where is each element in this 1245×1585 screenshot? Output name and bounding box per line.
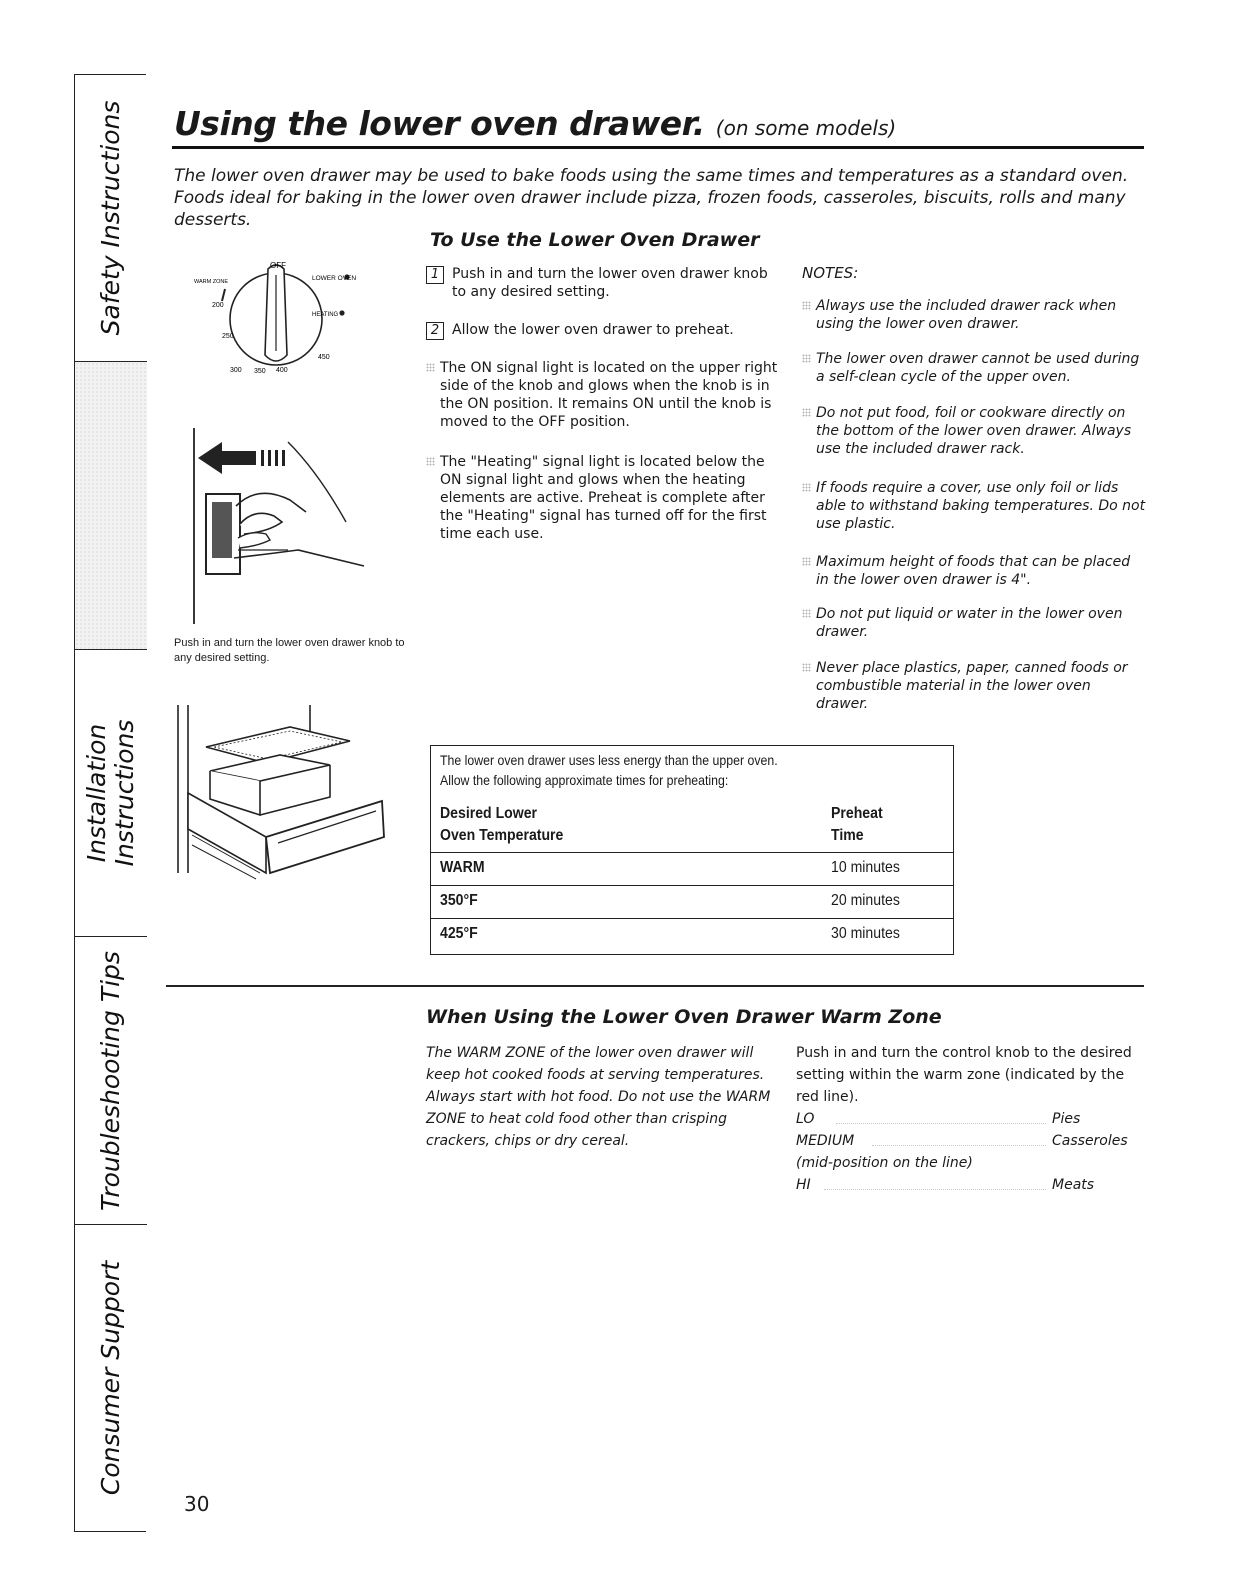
tab-installation-instructions[interactable] xyxy=(75,650,147,937)
dot-leader xyxy=(872,1145,1046,1146)
note-text: Always use the included drawer rack when using the lower oven drawer. xyxy=(816,298,1117,332)
preheat-table xyxy=(430,745,954,955)
section-divider xyxy=(166,985,1144,987)
note-text: Do not put liquid or water in the lower oven drawer. xyxy=(816,606,1123,640)
preheat-col1-header-line1: Desired Lower xyxy=(440,805,538,822)
bullet-marker xyxy=(802,408,811,417)
note-text: The lower oven drawer cannot be used during a self-clean cycle of the upper oven. xyxy=(816,351,1140,385)
setting-food: Casseroles xyxy=(1052,1133,1128,1149)
dot-leader xyxy=(836,1123,1046,1124)
drawer-rack-illustration xyxy=(170,705,400,885)
preheat-temp: 350°F xyxy=(440,892,478,909)
note-text: Do not put food, foil or cookware directly on the bottom of the lower oven drawer. Always use the included drawer rack. xyxy=(816,405,1132,457)
bullet-marker xyxy=(426,457,435,466)
note-text: If foods require a cover, use only foil or lids able to withstand baking temperatures. Do not use plastic. xyxy=(816,480,1146,532)
info-bullet xyxy=(426,453,782,543)
preheat-time: 20 minutes xyxy=(831,892,900,909)
info-bullet xyxy=(426,359,782,431)
step-number: 1 xyxy=(426,266,444,284)
note-item xyxy=(802,404,1147,458)
preheat-lead-1: The lower oven drawer uses less energy than the upper oven. xyxy=(440,752,778,768)
note-text: Maximum height of foods that can be placed in the lower oven drawer is 4". xyxy=(816,554,1131,588)
bullet-text: The ON signal light is located on the upper right side of the knob and glows when the knob is in the ON position. It remains ON until the knob is moved to the OFF position. xyxy=(440,360,778,430)
warm-zone-intro: Push in and turn the control knob to the desired setting within the warm zone (indicated by the red line). xyxy=(796,1045,1132,1105)
note-item xyxy=(802,553,1147,589)
page-subtitle: (on some models) xyxy=(715,116,897,140)
preheat-temp: 425°F xyxy=(440,925,478,942)
preheat-row xyxy=(431,885,953,918)
dot-leader xyxy=(824,1189,1046,1190)
knob-label-350: 350 xyxy=(254,368,266,375)
note-item xyxy=(802,479,1147,533)
setting-name: LO xyxy=(796,1111,815,1127)
note-item xyxy=(802,659,1147,713)
preheat-lead-2: Allow the following approximate times for preheating: xyxy=(440,772,729,788)
step-text: Allow the lower oven drawer to preheat. xyxy=(452,322,734,338)
bullet-marker xyxy=(802,354,811,363)
preheat-time: 10 minutes xyxy=(831,859,900,876)
note-text: Never place plastics, paper, canned foods or combustible material in the lower oven drawer. xyxy=(816,660,1128,712)
setting-food: Meats xyxy=(1052,1177,1095,1193)
setting-name: MEDIUM xyxy=(796,1133,855,1149)
note-item xyxy=(802,605,1147,641)
tab-troubleshooting-tips[interactable] xyxy=(75,937,147,1225)
setting-food: Pies xyxy=(1052,1111,1081,1127)
knob-label-lower-oven: LOWER OVEN xyxy=(312,275,357,282)
knob-label-400: 400 xyxy=(276,367,288,374)
knob-label-450: 450 xyxy=(318,354,330,361)
step-2 xyxy=(426,321,786,339)
knob-illustration xyxy=(190,255,360,385)
knob-label-heating: HEATING xyxy=(312,312,339,318)
tab-label: Instructions xyxy=(110,719,139,867)
warm-zone-description: The WARM ZONE of the lower oven drawer will keep hot cooked foods at serving temperatures. Always start with hot food. Do not use the WARM ZONE to heat cold food other than crisping crackers, chips or dry cereal. xyxy=(426,1045,771,1149)
preheat-col2-header-line1: Preheat xyxy=(831,805,883,822)
warm-setting-row xyxy=(796,1130,1146,1152)
tab-label: Consumer Support xyxy=(96,1260,125,1496)
knob-label-300: 300 xyxy=(230,367,242,374)
to-use-heading: To Use the Lower Oven Drawer xyxy=(430,229,760,251)
sidebar-nav xyxy=(74,74,146,1532)
preheat-time: 30 minutes xyxy=(831,925,900,942)
warm-zone-settings xyxy=(796,1042,1146,1196)
preheat-col1-header-line2: Oven Temperature xyxy=(440,827,564,844)
tab-consumer-support[interactable] xyxy=(75,1225,147,1531)
bullet-marker xyxy=(802,609,811,618)
bullet-marker xyxy=(426,363,435,372)
preheat-temp: WARM xyxy=(440,859,485,876)
knob-label-200: 200 xyxy=(212,302,224,309)
knob-label-warm-zone: WARM ZONE xyxy=(194,279,229,285)
bullet-text: The "Heating" signal light is located below the ON signal light and glows when the heating elements are active. Preheat is complete after the "Heating" signal has turned off for the first time each use. xyxy=(440,454,767,542)
hand-turning-knob-illustration xyxy=(178,428,378,628)
step-text: Push in and turn the lower oven drawer knob to any desired setting. xyxy=(452,266,768,300)
step-1 xyxy=(426,265,786,301)
preheat-row xyxy=(431,852,953,885)
page-title xyxy=(174,104,896,143)
warm-setting-row xyxy=(796,1108,1146,1130)
illustration-caption: Push in and turn the lower oven drawer knob to any desired setting. xyxy=(174,637,405,664)
note-item xyxy=(802,350,1147,386)
bullet-marker xyxy=(802,663,811,672)
page-number: 30 xyxy=(184,1492,210,1516)
knob-label-250: 250 xyxy=(222,333,234,340)
preheat-row xyxy=(431,918,953,951)
tab-label: Safety Instructions xyxy=(96,100,125,336)
note-item xyxy=(802,297,1147,333)
setting-note: (mid-position on the line) xyxy=(796,1155,973,1171)
title-rule xyxy=(172,146,1144,149)
knob-label-off: OFF xyxy=(270,261,286,270)
bullet-marker xyxy=(802,557,811,566)
step-number: 2 xyxy=(426,322,444,340)
tab-operating-instructions[interactable] xyxy=(75,362,147,650)
bullet-marker xyxy=(802,483,811,492)
preheat-col2-header-line2: Time xyxy=(831,827,864,844)
intro-paragraph: The lower oven drawer may be used to bake foods using the same times and temperatures as a standard oven. Foods ideal for baking in the lower oven drawer include pizza, frozen foods, casseroles, biscuits, rolls and many desserts. xyxy=(174,166,1129,230)
notes-heading: NOTES: xyxy=(802,264,859,282)
warm-setting-row xyxy=(796,1174,1146,1196)
tab-label: Troubleshooting Tips xyxy=(96,950,125,1211)
setting-name: HI xyxy=(796,1177,811,1193)
tab-safety-instructions[interactable] xyxy=(75,75,147,362)
bullet-marker xyxy=(802,301,811,310)
warm-zone-heading: When Using the Lower Oven Drawer Warm Zone xyxy=(426,1006,942,1028)
tab-label: Installation xyxy=(82,723,111,863)
page-title-text: Using the lower oven drawer. xyxy=(174,104,705,143)
